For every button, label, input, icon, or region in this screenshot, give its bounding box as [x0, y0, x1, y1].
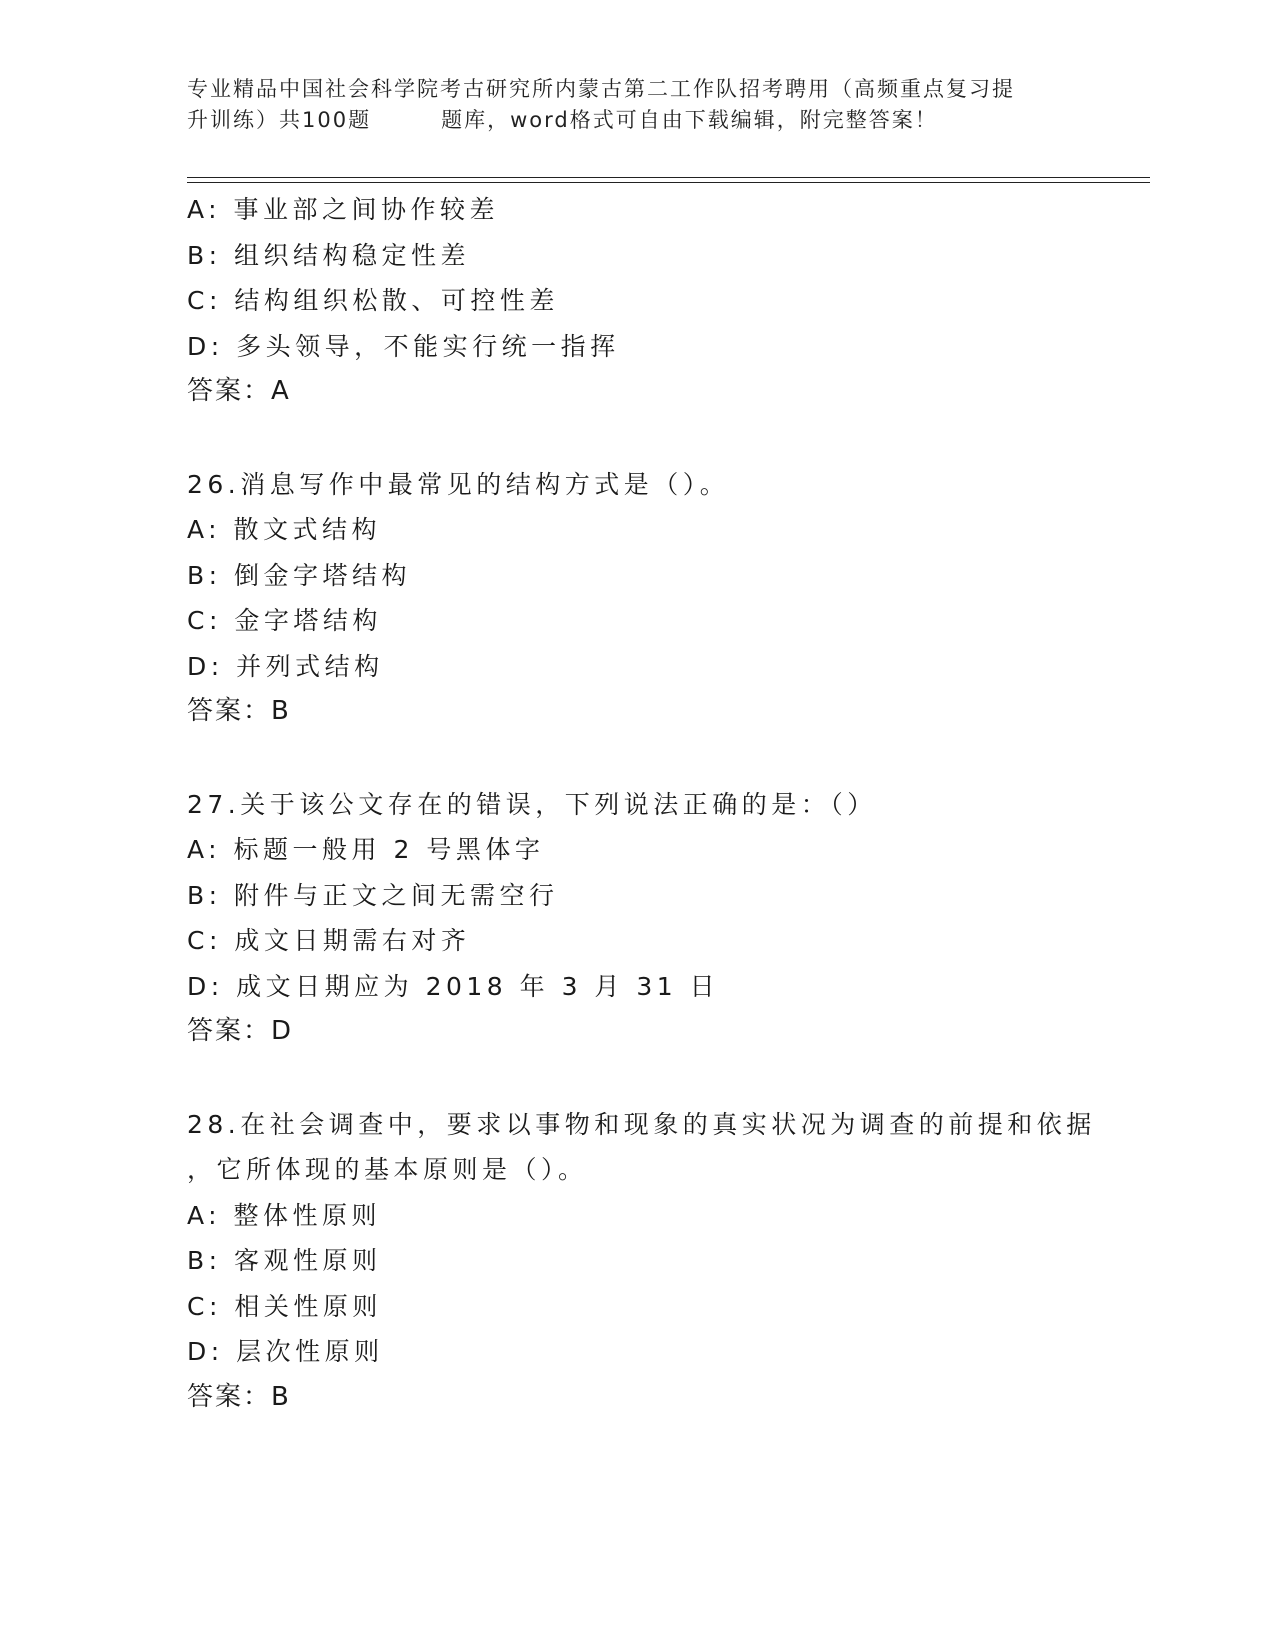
question-stem: 26.消息写作中最常见的结构方式是（）。 — [187, 469, 730, 499]
option-a: A: 整体性原则 — [187, 1200, 382, 1230]
question-stem: 27.关于该公文存在的错误，下列说法正确的是：（） — [187, 789, 877, 819]
header-title-line-1: 专业精品中国社会科学院考古研究所内蒙古第二工作队招考聘用（高频重点复习提 — [187, 77, 1015, 101]
question-stem-line-2: ，它所体现的基本原则是（）。 — [187, 1155, 588, 1184]
header-title-part-b: 题库，word格式可自由下载编辑，附完整答案！ — [441, 108, 938, 132]
option-c: C: 相关性原则 — [187, 1291, 382, 1321]
option-b: B: 组织结构稳定性差 — [187, 240, 471, 270]
header-title-part-a: 升训练）共100题 — [187, 108, 372, 132]
option-c: C: 结构组织松散、可控性差 — [187, 286, 559, 315]
answer-line: 答案：D — [187, 1016, 294, 1046]
option-c: C: 金字塔结构 — [187, 606, 382, 635]
option-d: D: 多头领导，不能实行统一指挥 — [187, 331, 620, 361]
option-d: D: 层次性原则 — [187, 1337, 384, 1366]
option-b: B: 客观性原则 — [187, 1246, 382, 1275]
header-title-line-2 — [187, 105, 1087, 136]
question-26 — [187, 462, 1147, 735]
option-a: A: 标题一般用 2 号黑体字 — [187, 835, 545, 864]
header-divider-bottom — [187, 182, 1150, 183]
question-28 — [187, 1102, 1147, 1421]
header-divider-top — [187, 177, 1150, 178]
option-d: D: 成文日期应为 2018 年 3 月 31 日 — [187, 971, 720, 1001]
option-d: D: 并列式结构 — [187, 651, 384, 681]
answer-line: 答案：A — [187, 376, 291, 406]
option-a: A: 事业部之间协作较差 — [187, 195, 500, 224]
question-25-continuation — [187, 187, 1147, 415]
question-27 — [187, 782, 1147, 1055]
option-b: B: 附件与正文之间无需空行 — [187, 880, 559, 910]
answer-line: 答案：B — [187, 1381, 291, 1412]
question-stem-line-1: 28.在社会调查中，要求以事物和现象的真实状况为调查的前提和依据 — [187, 1109, 1096, 1139]
document-body — [187, 187, 1147, 1420]
answer-line: 答案：B — [187, 696, 291, 726]
option-a: A: 散文式结构 — [187, 515, 382, 544]
option-c: C: 成文日期需右对齐 — [187, 926, 471, 955]
document-header — [187, 74, 1087, 136]
option-b: B: 倒金字塔结构 — [187, 560, 412, 590]
